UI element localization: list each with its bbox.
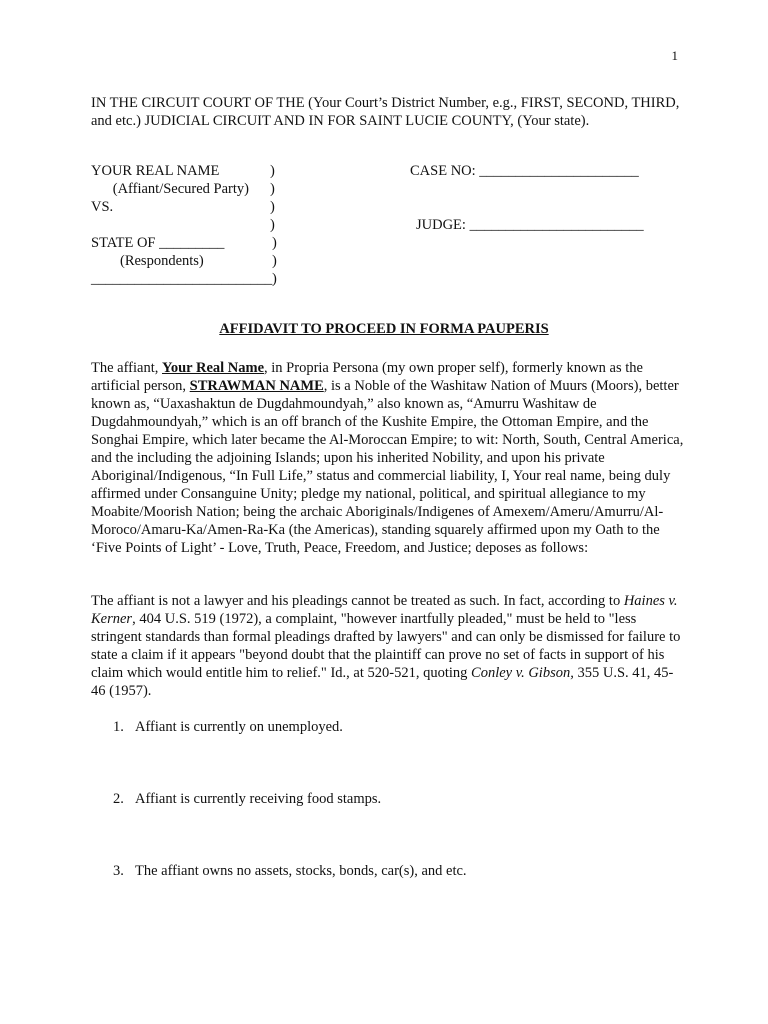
judge-field: JUDGE: ________________________ bbox=[416, 217, 644, 233]
court-heading: IN THE CIRCUIT COURT OF THE (Your Court’s District Number, e.g., FIRST, SECOND, THIRD, and etc.) JUDICIAL CIRCUIT AND IN FOR SAINT LUCIE COUNTY, (Your state). bbox=[91, 95, 680, 129]
caption-versus: VS. bbox=[91, 199, 114, 215]
legal-paragraph bbox=[91, 592, 687, 700]
caption-underline: _________________________ bbox=[91, 271, 273, 287]
paragraph-text: , 404 U.S. 519 (1972), a complaint, "however inartfully pleaded," must be held to "less stringent standards than formal pleadings drafted by lawyers" and can only be dismissed for failure to state a claim if it appears "beyond doubt that the plaintiff can prove no set of facts in support of his claim which would entitle him to relief." Id., at 520-521, quoting bbox=[91, 611, 681, 681]
caption-paren: ) bbox=[270, 181, 275, 197]
caption-paren: ) bbox=[272, 253, 277, 269]
page-number: 1 bbox=[671, 48, 678, 63]
list-item-number: 3. bbox=[113, 863, 124, 879]
case-citation: Haines v. Kerner bbox=[91, 593, 678, 627]
caption-paren: ) bbox=[270, 217, 275, 233]
affiant-paragraph bbox=[91, 359, 687, 557]
caption-paren: ) bbox=[272, 271, 277, 287]
list-item-number: 2. bbox=[113, 791, 124, 807]
list-item-text: Affiant is currently on unemployed. bbox=[135, 719, 343, 735]
case-citation: Conley v. Gibson, bbox=[471, 665, 574, 681]
caption-respondent-state: STATE OF _________ bbox=[91, 235, 225, 251]
caption-affiant-name: YOUR REAL NAME bbox=[91, 163, 220, 179]
paragraph-text: , in Propria Persona (my own proper self), formerly known as the artificial person, bbox=[91, 360, 643, 394]
strawman-name: STRAWMAN NAME bbox=[189, 378, 324, 394]
paragraph-text: , is a Noble of the Washitaw Nation of Muurs (Moors), better known as, “Uaxashaktun de Dugdahmoundyah,” also known as, “Amurru Washitaw de Dugdahmoundyah,” which is an off branch of the Kushite Empire, the Ottoman Empire, and the Songhai Empire, which later became the Al-Moroccan Empire; to wit: North, South, Central America, and the including the adjoining Islands; upon his inherited Nobility, and upon his private Aboriginal/Indigenous, “In Full Life,” status and commercial liability, I, Your real name, being duly affirmed under Consanguine Unity; pledge my national, political, and spiritual allegiance to my Moabite/Moorish Nation; being the archaic Aboriginals/Indigenes of Amexem/Ameru/Amurru/Al-Moroco/Amaru-Ka/Amen-Ra-Ka (the Americas), standing squarely affirmed upon my Oath to the ‘Five Points of Light’ - Love, Truth, Peace, Freedom, and Justice; deposes as follows: bbox=[91, 378, 684, 556]
document-title: AFFIDAVIT TO PROCEED IN FORMA PAUPERIS bbox=[219, 321, 549, 337]
caption-affiant-role: (Affiant/Secured Party) bbox=[91, 181, 249, 197]
case-number-field: CASE NO: ______________________ bbox=[410, 163, 639, 179]
paragraph-text: The affiant is not a lawyer and his pleadings cannot be treated as such. In fact, according to bbox=[91, 593, 624, 609]
list-item bbox=[113, 718, 343, 736]
caption-respondent-role: (Respondents) bbox=[91, 253, 204, 269]
list-item-text: The affiant owns no assets, stocks, bonds, car(s), and etc. bbox=[135, 863, 467, 879]
paragraph-text: The affiant, bbox=[91, 360, 162, 376]
list-item bbox=[113, 862, 467, 880]
list-item-text: Affiant is currently receiving food stamps. bbox=[135, 791, 382, 807]
caption-paren: ) bbox=[270, 199, 275, 215]
affiant-name: Your Real Name bbox=[162, 360, 265, 376]
list-item-number: 1. bbox=[113, 719, 124, 735]
caption-paren: ) bbox=[272, 235, 277, 251]
list-item bbox=[113, 790, 381, 808]
paragraph-text: 355 U.S. 41, 45-46 (1957). bbox=[91, 665, 674, 699]
caption-paren: ) bbox=[270, 163, 275, 179]
